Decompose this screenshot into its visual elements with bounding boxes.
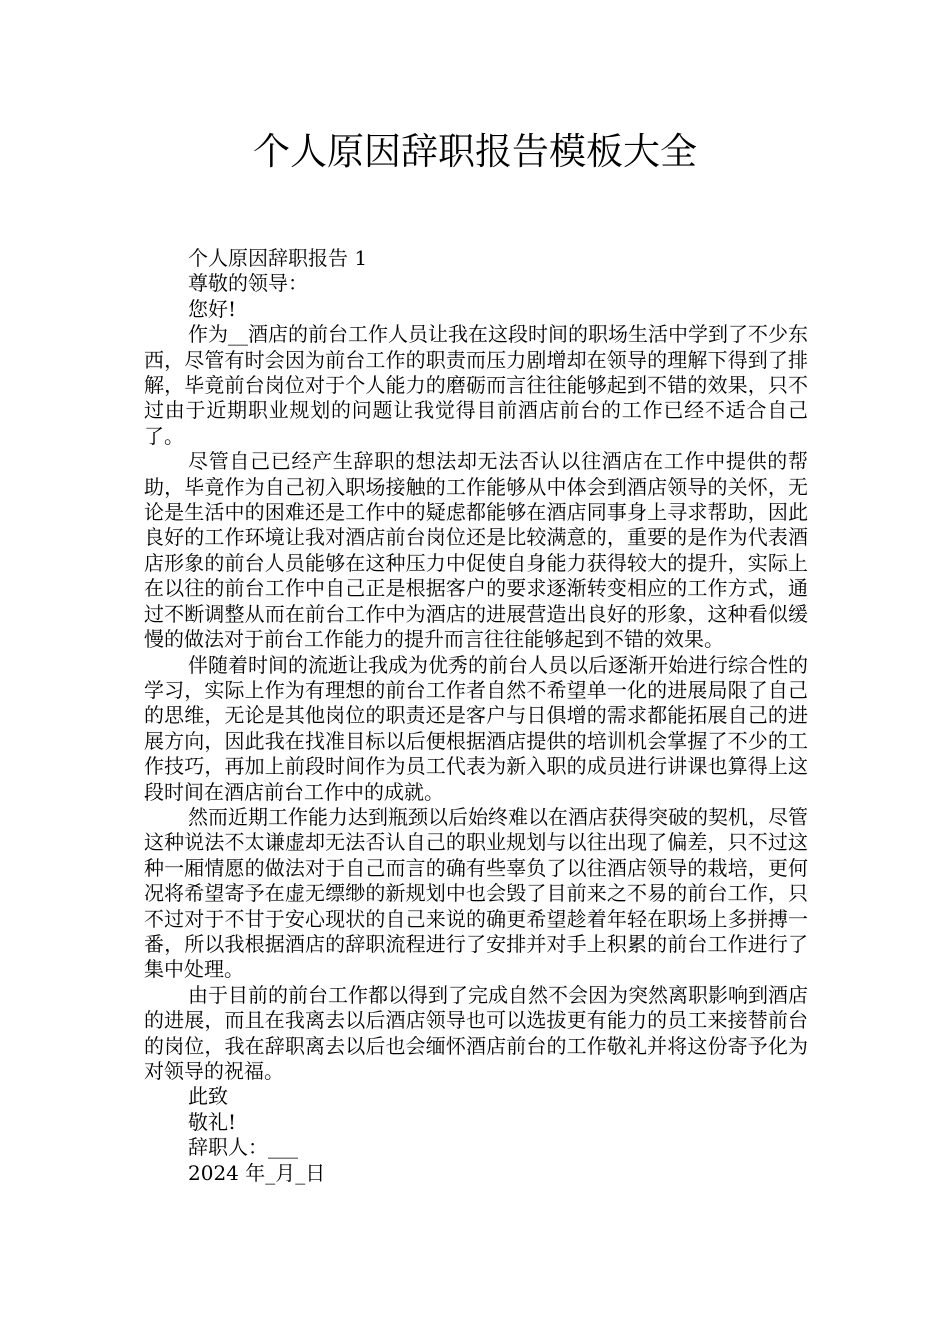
letter-heading: 个人原因辞职报告 1 <box>188 246 368 270</box>
letter-closing-2: 敬礼! <box>188 1109 237 1134</box>
letter-closing-1: 此致 <box>188 1084 228 1109</box>
document-body <box>144 246 808 1186</box>
letter-signature: 辞职人：___ <box>188 1135 298 1160</box>
body-paragraph-2: 尽管自己已经产生辞职的想法却无法否认以往酒店在工作中提供的帮助，毕竟作为自己初入职场接触的工作能够从中体会到酒店领导的关怀，无论是生活中的困难还是工作中的疑虑都能够在酒店同事身上寻求帮助，因此良好的工作环境让我对酒店前台岗位还是比较满意的，重要的是作为代表酒店形象的前台人员能够在这种压力中促使自身能力获得较大的提升，实际上在以往的前台工作中自己正是根据客户的要求逐渐转变相应的工作方式，通过不断调整从而在前台工作中为酒店的进展营造出良好的形象，这种看似缓慢的做法对于前台工作能力的提升而言往往能够起到不错的效果。 <box>144 449 808 652</box>
body-paragraph-3: 伴随着时间的流逝让我成为优秀的前台人员以后逐渐开始进行综合性的学习，实际上作为有理想的前台工作者自然不希望单一化的进展局限了自己的思维，无论是其他岗位的职责还是客户与日俱增的需求都能拓展自己的进展方向，因此我在找准目标以后便根据酒店提供的培训机会掌握了不少的工作技巧，再加上前段时间作为员工代表为新入职的成员进行讲课也算得上这段时间在酒店前台工作中的成就。 <box>144 652 808 804</box>
body-paragraph-5: 由于目前的前台工作都以得到了完成自然不会因为突然离职影响到酒店的进展，而且在我离去以后酒店领导也可以选拔更有能力的员工来接替前台的岗位，我在辞职离去以后也会缅怀酒店前台的工作敬礼并将这份寄予化为对领导的祝福。 <box>144 982 808 1083</box>
document-title: 个人原因辞职报告模板大全 <box>253 130 697 173</box>
letter-salutation: 尊敬的领导： <box>188 271 308 296</box>
body-paragraph-1: 作为__酒店的前台工作人员让我在这段时间的职场生活中学到了不少东西，尽管有时会因为前台工作的职责而压力剧增却在领导的理解下得到了排解，毕竟前台岗位对于个人能力的磨砺而言往往能够起到不错的效果，只不过由于近期职业规划的问题让我觉得目前酒店前台的工作已经不适合自己了。 <box>144 322 808 448</box>
letter-date: 2024 年_月_日 <box>188 1160 326 1185</box>
letter-greeting: 您好! <box>188 296 237 321</box>
body-paragraph-4: 然而近期工作能力达到瓶颈以后始终难以在酒店获得突破的契机，尽管这种说法不太谦虚却无法否认自己的职业规划与以往出现了偏差，只不过这种一厢情愿的做法对于自己而言的确有些辜负了以往酒店领导的栽培，更何况将希望寄予在虚无缥缈的新规划中也会毁了目前来之不易的前台工作，只不过对于不甘于安心现状的自己来说的确更希望趁着年轻在职场上多拼搏一番，所以我根据酒店的辞职流程进行了安排并对手上积累的前台工作进行了集中处理。 <box>144 804 808 982</box>
